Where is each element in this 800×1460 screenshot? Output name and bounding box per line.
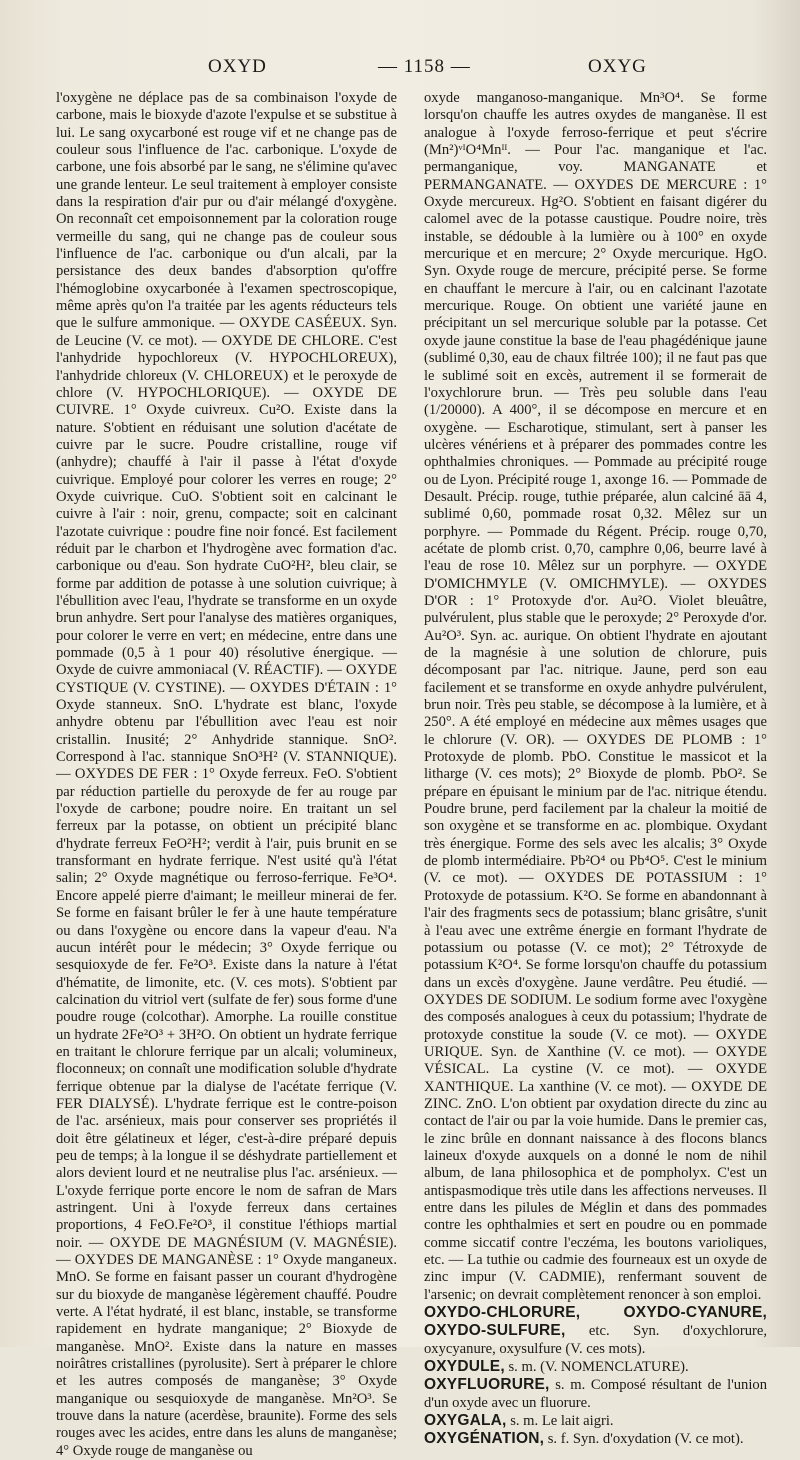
entry-headword: OXYDULE, xyxy=(424,1358,505,1376)
left-column xyxy=(56,90,397,1460)
entry-definition: s. m. Composé résultant de l'union d'un oxyde avec un fluorure. xyxy=(424,1377,767,1411)
entry-headword: OXYGÉNATION, xyxy=(424,1430,545,1448)
header-left-word: OXYD xyxy=(208,56,267,77)
dictionary-entry xyxy=(424,1430,767,1448)
entry-definition: s. m. Le lait aigri. xyxy=(506,1413,614,1430)
entry-definition: s. f. Syn. d'oxydation (V. ce mot). xyxy=(544,1431,744,1448)
dictionary-entry xyxy=(424,1358,767,1376)
left-column-text: l'oxygène ne déplace pas de sa combinaison l'oxyde de carbone, mais le bioxyde d'azote l'expulse et se substitue à lui. Le sang oxycarboné est rouge vif et ne change pas de couleur sous l'influence de l'ac. carbonique. L'oxyde de carbone, une fois absorbé par le sang, ne s'élimine qu'avec une grande lenteur. Le seul traitement à employer consiste dans la respiration d'air pur ou d'air mélangé d'oxygène. On reconnaît cet empoisonnement par la coloration rouge vermeille du sang, qui ne change pas de couleur sous l'influence de l'ac. carbonique ou d'un alcali, par la persistance des deux bandes d'absorption qu'offre l'hémoglobine oxycarbonée à l'examen spectroscopique, même après qu'on l'a traitée par les agents réducteurs tels que le sulfure ammonique. — OXYDE CASÉEUX. Syn. de Leucine (V. ce mot). — OXYDE DE CHLORE. C'est l'anhydride hypochloreux (V. HYPOCHLOREUX), l'anhydride chloreux (V. CHLOREUX) et le peroxyde de chlore (V. HYPOCHLORIQUE). — OXYDE DE CUIVRE. 1° Oxyde cuivreux. Cu²O. Existe dans la nature. S'obtient en réduisant une solution d'acétate de cuivre par le sucre. Poudre cristalline, rouge vif (anhydre); chauffé à l'air il passe à l'état d'oxyde cuivrique. Employé pour colorer les verres en rouge; 2° Oxyde cuivrique. CuO. S'obtient soit en calcinant le cuivre à l'air : noir, grenu, compacte; soit en calcinant l'azotate cuivrique : poudre fine noir foncé. Est facilement réduit par le charbon et l'hydrogène avec formation d'ac. carbonique ou d'eau. Son hydrate CuO²H², bleu clair, se forme par addition de potasse à une solution cuivrique; à l'ébullition avec l'eau, l'hydrate se transforme en un oxyde brun anhydre. Sert pour l'analyse des matières organiques, pour colorer le verre en vert; en médecine, entre dans une pommade (0,5 à 1 pour 40) résolutive énergique. — Oxyde de cuivre ammoniacal (V. RÉACTIF). — OXYDE CYSTIQUE (V. CYSTINE). — OXYDES D'ÉTAIN : 1° Oxyde stanneux. SnO. L'hydrate est blanc, l'oxyde anhydre obtenu par l'ébullition avec l'eau est noir cristallin. Inusité; 2° Anhydride stannique. SnO². Correspond à l'ac. stannique SnO³H² (V. STANNIQUE). — OXYDES DE FER : 1° Oxyde ferreux. FeO. S'obtient par réduction partielle du peroxyde de fer au rouge par l'oxyde de carbone; poudre noire. En traitant un sel ferreux par la potasse, on obtient un précipité blanc d'hydrate ferreux FeO²H²; verdit à l'air, puis brunit en se transformant en hydrate ferrique. N'est usité qu'à l'état salin; 2° Oxyde magnétique ou ferroso-ferrique. Fe³O⁴. Encore appelé pierre d'aimant; le meilleur minerai de fer. Se forme en faisant brûler le fer à une haute température ou dans l'oxygène ou encore dans la vapeur d'eau. N'a aucun intérêt pour le médecin; 3° Oxyde ferrique ou sesquioxyde de fer. Fe²O³. Existe dans la nature à l'état d'hématite, de limonite, etc. (V. ces mots). S'obtient par calcination du vitriol vert (sulfate de fer) sous forme d'une poudre rouge (colcothar). Amorphe. La rouille constitue un hydrate 2Fe²O³ + 3H²O. On obtient un hydrate ferrique en traitant le chlorure ferrique par un alcali; volumineux, floconneux; on connaît une modification soluble d'hydrate ferrique obtenue par la dialyse de l'acétate ferrique (V. FER DIALYSÉ). L'hydrate ferrique est le contre-poison de l'ac. arsénieux, mais pour conserver ses propriétés il doit être gélatineux et léger, c'est-à-dire préparé depuis peu de temps; à la longue il se déshydrate partiellement et alors devient lourd et ne neutralise plus l'ac. arsénieux. — L'oxyde ferrique porte encore le nom de safran de Mars astringent. Uni à l'oxyde ferreux dans certaines proportions, 4 FeO.Fe²O³, il constitue l'éthiops martial noir. — OXYDE DE MAGNÉSIUM (V. MAGNÉSIE). — OXYDES DE MANGANÈSE : 1° Oxyde manganeux. MnO. Se forme en faisant passer un courant d'hydrogène sur du bioxyde de manganèse légèrement chauffé. Poudre verte. A l'état hydraté, il est blanc, instable, se transforme rapidement en hydrate manganique; 2° Bioxyde de manganèse. MnO². Existe dans la nature en masses noirâtres cristallines (pyrolusite). Sert à préparer le chlore et les autres composés de manganèse; 3° Oxyde manganique ou sesquioxyde de manganèse. Mn²O³. Se trouve dans la nature (acerdèse, braunite). Forme des sels rouges avec les acides, entre dans les aluns de manganèse; 4° Oxyde rouge de manganèse ou xyxy=(56,90,397,1459)
dictionary-entry xyxy=(424,1412,767,1430)
entry-headword: OXYDO-CHLORURE, OXYDO-CYANURE, OXYDO-SULFURE, xyxy=(424,1304,767,1340)
dictionary-entry xyxy=(424,1304,767,1358)
header-right-word: OXYG xyxy=(588,56,647,77)
entry-headword: OXYFLUORURE, xyxy=(424,1376,550,1394)
running-header xyxy=(0,56,800,84)
entry-headword: OXYGALA, xyxy=(424,1412,507,1430)
dictionary-entry xyxy=(424,1376,767,1412)
entry-definition: s. m. (V. NOMENCLATURE). xyxy=(504,1359,689,1376)
entry-definition: etc. Syn. d'oxychlorure, oxycyanure, oxysulfure (V. ces mots). xyxy=(424,1323,767,1357)
right-column xyxy=(424,90,767,1449)
page-number: — 1158 — xyxy=(378,56,471,77)
right-column-text: oxyde manganoso-manganique. Mn³O⁴. Se forme lorsqu'on chauffe les autres oxydes de manganèse. Il est analogue à l'oxyde ferroso-ferrique et peut s'écrire (Mn²)ᵛᴵO⁴Mnᴵᴵ. — Pour l'ac. manganique et l'ac. permanganique, voy. MANGANATE et PERMANGANATE. — OXYDES DE MERCURE : 1° Oxyde mercureux. Hg²O. S'obtient en faisant digérer du calomel avec de la potasse caustique. Poudre noire, très instable, se dédouble à la lumière ou à 100° en oxyde mercurique et en mercure; 2° Oxyde mercurique. HgO. Syn. Oxyde rouge de mercure, précipité perse. Se forme en chauffant le mercure à l'air, ou en calcinant l'azotate mercurique. Rouge. On obtient une variété jaune en précipitant un sel mercurique soluble par la potasse. Cet oxyde jaune constitue la base de l'eau phagédénique jaune (sublimé 0,30, eau de chaux filtrée 100); il ne faut pas que le sublimé soit en excès, autrement il se formerait de l'oxychlorure brun. — Très peu soluble dans l'eau (1/20000). A 400°, il se décompose en mercure et en oxygène. — Escharotique, stimulant, sert à panser les ulcères vénériens et à préparer des pommades contre les ophthalmies chroniques. — Pommade au précipité rouge ou de Lyon. Précipité rouge 1, axonge 16. — Pommade de Desault. Précip. rouge, tuthie préparée, alun calciné āā 4, sublimé 0,60, pommade rosat 0,32. Mêlez sur un porphyre. — Pommade du Régent. Précip. rouge 0,70, acétate de plomb crist. 0,70, camphre 0,06, beurre lavé à l'eau de rose 10. Mêlez sur un porphyre. — OXYDE D'OMICHMYLE (V. OMICHMYLE). — OXYDES D'OR : 1° Protoxyde d'or. Au²O. Violet bleuâtre, pulvérulent, plus stable que le peroxyde; 2° Peroxyde d'or. Au²O³. Syn. ac. aurique. On obtient l'hydrate en ajoutant de la magnésie à une solution de chlorure, puis décomposant par l'ac. nitrique. Jaune, perd son eau facilement et se transforme en oxyde anhydre pulvérulent, brun noir. Très peu stable, se décompose à la lumière, et à 250°. A été employé en médecine aux mêmes usages que le chlorure (V. OR). — OXYDES DE PLOMB : 1° Protoxyde de plomb. PbO. Constitue le massicot et la litharge (V. ces mots); 2° Bioxyde de plomb. PbO². Se prépare en épuisant le minium par de l'ac. nitrique étendu. Poudre brune, perd facilement par la chaleur la moitié de son oxygène et se transforme en ac. plombique. Oxydant très énergique. Forme des sels avec les alcalis; 3° Oxyde de plomb intermédiaire. Pb²O⁴ ou Pb⁴O⁵. C'est le minium (V. ce mot). — OXYDES DE POTASSIUM : 1° Protoxyde de potassium. K²O. Se forme en abandonnant à l'air des fragments secs de potassium; blanc grisâtre, s'unit à l'eau avec une extrême énergie en formant l'hydrate de potassium ou potasse (V. ce mot); 2° Tétroxyde de potassium K²O⁴. Se forme lorsqu'on chauffe du potassium dans un excès d'oxygène. Jaune verdâtre. Peu étudié. — OXYDES DE SODIUM. Le sodium forme avec l'oxygène des composés analogues à ceux du potassium; l'hydrate de protoxyde constitue la soude (V. ce mot). — OXYDE URIQUE. Syn. de Xanthine (V. ce mot). — OXYDE VÉSICAL. La cystine (V. ce mot). — OXYDE XANTHIQUE. La xanthine (V. ce mot). — OXYDE DE ZINC. ZnO. L'on obtient par oxydation directe du zinc au contact de l'air ou par la voie humide. Dans le premier cas, le zinc brûle en donnant naissance à des flocons blancs laineux d'oxyde auxquels on a donné le nom de nihil album, de lana philosophica et de pompholyx. C'est un antispasmodique très utile dans les affections nerveuses. Il entre dans les pilules de Méglin et dans des pommades contre les ophthalmies et sert en poudre ou en pommade comme siccatif contre l'eczéma, les boutons varioliques, etc. — La tuthie ou cadmie des fourneaux est un oxyde de zinc impur (V. CADMIE), renfermant souvent de l'arsenic; on devrait complètement renoncer à son emploi. xyxy=(424,90,767,1303)
